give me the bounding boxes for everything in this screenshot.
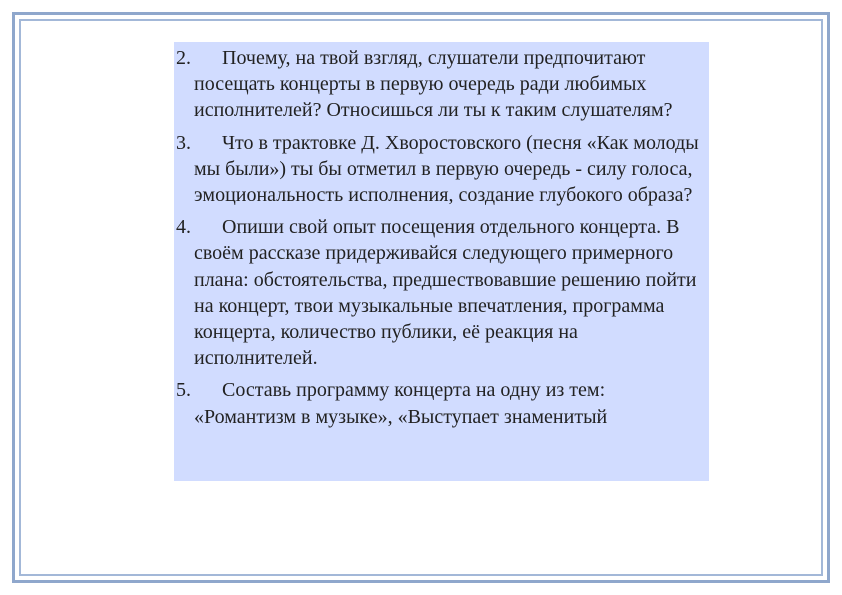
question-text: Опиши свой опыт посещения отдельного концерта. В своём рассказе придерживайся следующего примерного плана: обстоятельства, предшествовавшие решению пойти на концерт, твои музыкальные впечатления, программа концерта, количество публики, её реакция на исполнителей.: [194, 216, 697, 370]
question-text: Составь программу концерта на одну из тем: «Романтизм в музыке», «Выступает знаменитый: [194, 379, 608, 428]
question-number: 5.: [176, 379, 191, 402]
question-item: [176, 45, 705, 124]
questions-text-block: [174, 42, 709, 481]
question-number: 3.: [176, 131, 191, 154]
question-number: 4.: [176, 216, 191, 239]
question-item: [176, 214, 705, 371]
question-text: Что в трактовке Д. Хворостовского (песня «Как молоды мы были») ты бы отметил в первую очередь - силу голоса, эмоциональность исполнения, создание глубокого образа?: [194, 131, 699, 207]
question-text: Почему, на твой взгляд, слушатели предпочитают посещать концерты в первую очередь ради любимых исполнителей? Относишься ли ты к таким слушателям?: [194, 47, 673, 122]
question-item: [176, 130, 705, 209]
question-number: 2.: [176, 47, 191, 69]
question-item: [176, 377, 705, 429]
